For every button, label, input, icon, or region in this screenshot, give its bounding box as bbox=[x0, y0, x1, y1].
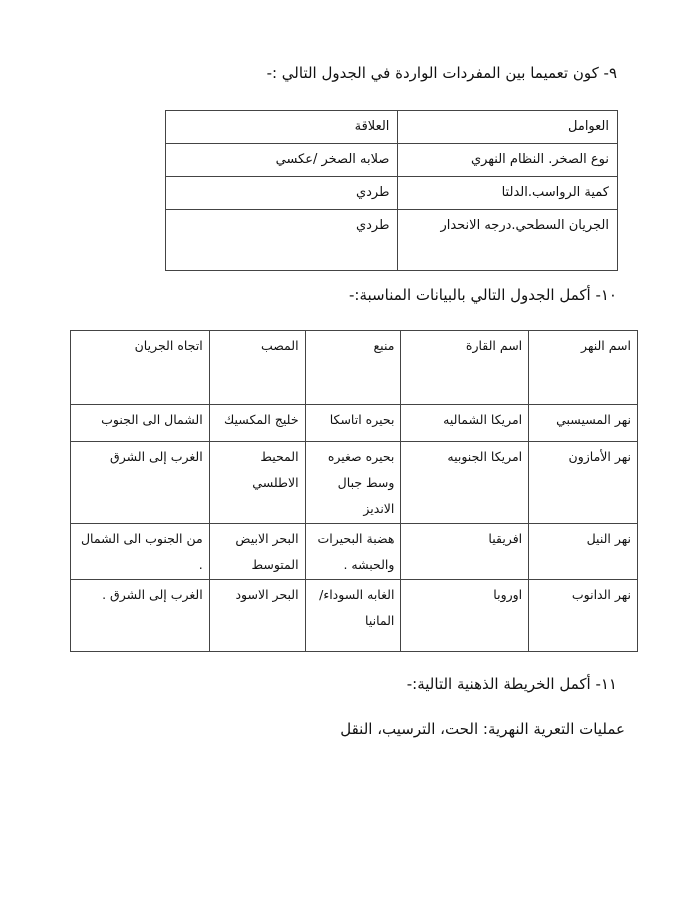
table-header-row bbox=[166, 111, 618, 144]
table-cell: بحيره اتاسكا bbox=[305, 405, 401, 442]
table-cell: هضبة البحيرات والحبشه . bbox=[305, 524, 401, 580]
table-header-cell: العلاقة bbox=[166, 111, 398, 144]
question-10-heading: ١٠- أكمل الجدول التالي بالبيانات المناسبة:- bbox=[349, 286, 617, 304]
table-cell: نهر النيل bbox=[529, 524, 638, 580]
table-cell: البحر الابيض المتوسط bbox=[209, 524, 305, 580]
generalization-table bbox=[165, 110, 618, 271]
table-cell: البحر الاسود bbox=[209, 580, 305, 652]
table-cell: امريكا الجنوبيه bbox=[401, 442, 529, 524]
table-row bbox=[166, 210, 618, 271]
table-header-cell: اتجاه الجريان bbox=[71, 331, 210, 405]
table-cell: كمية الرواسب.الدلتا bbox=[398, 177, 618, 210]
table-cell: اوروبا bbox=[401, 580, 529, 652]
table-cell: الجريان السطحي.درجه الانحدار bbox=[398, 210, 618, 271]
table-cell: الغابه السوداء/ المانيا bbox=[305, 580, 401, 652]
table-cell: بحيره صغيره وسط جبال الانديز bbox=[305, 442, 401, 524]
table-cell: امريكا الشماليه bbox=[401, 405, 529, 442]
table-cell: نهر الدانوب bbox=[529, 580, 638, 652]
table-row bbox=[71, 524, 638, 580]
table-cell: الغرب إلى الشرق . bbox=[71, 580, 210, 652]
table-cell: المحيط الاطلسي bbox=[209, 442, 305, 524]
table-cell: صلابه الصخر /عكسي bbox=[166, 144, 398, 177]
table-cell: من الجنوب الى الشمال . bbox=[71, 524, 210, 580]
table-cell: خليج المكسيك bbox=[209, 405, 305, 442]
table-cell: نهر الأمازون bbox=[529, 442, 638, 524]
table-cell: الشمال الى الجنوب bbox=[71, 405, 210, 442]
table-cell: افريقيا bbox=[401, 524, 529, 580]
table-row bbox=[71, 580, 638, 652]
question-11-heading: ١١- أكمل الخريطة الذهنية التالية:- bbox=[406, 675, 617, 693]
table-cell: نوع الصخر. النظام النهري bbox=[398, 144, 618, 177]
table-row bbox=[166, 177, 618, 210]
rivers-table bbox=[70, 330, 638, 652]
question-9-heading: ٩- كون تعميما بين المفردات الواردة في الجدول التالي :- bbox=[266, 64, 617, 82]
table-row bbox=[166, 144, 618, 177]
table-cell: نهر المسيسبي bbox=[529, 405, 638, 442]
table-cell: طردي bbox=[166, 177, 398, 210]
table-header-cell: منبع bbox=[305, 331, 401, 405]
answer-text: عمليات التعرية النهرية: الحت، الترسيب، النقل bbox=[340, 720, 625, 738]
table-cell: طردي bbox=[166, 210, 398, 271]
table-header-row bbox=[71, 331, 638, 405]
table-header-cell: اسم القارة bbox=[401, 331, 529, 405]
table-header-cell: اسم النهر bbox=[529, 331, 638, 405]
table-row bbox=[71, 442, 638, 524]
table-row bbox=[71, 405, 638, 442]
table-header-cell: العوامل bbox=[398, 111, 618, 144]
table-cell: الغرب إلى الشرق bbox=[71, 442, 210, 524]
table-header-cell: المصب bbox=[209, 331, 305, 405]
